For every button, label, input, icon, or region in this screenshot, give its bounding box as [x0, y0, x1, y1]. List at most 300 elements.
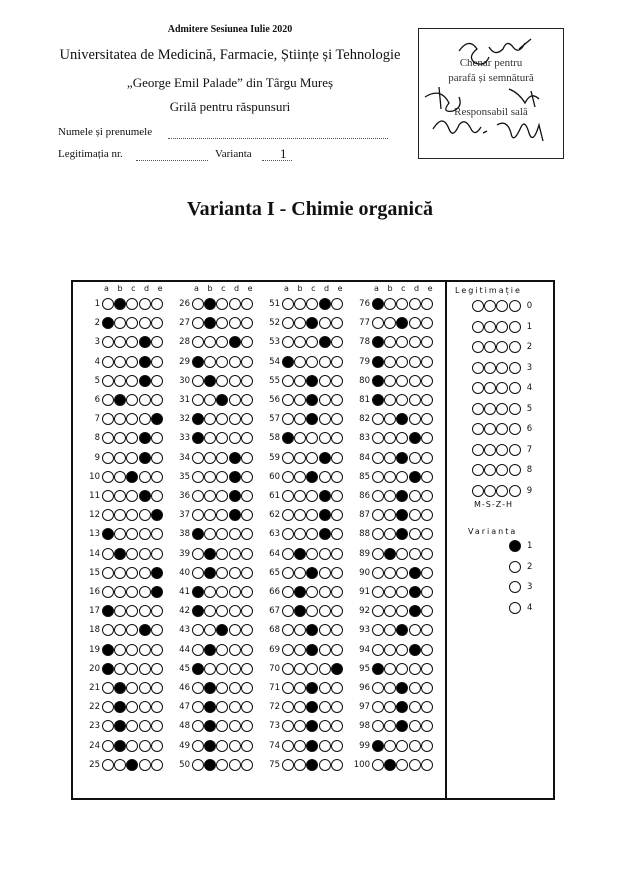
answer-bubble-e[interactable] — [421, 548, 433, 560]
answer-bubble-e[interactable] — [331, 336, 343, 348]
answer-bubble-d[interactable] — [319, 740, 331, 752]
answer-bubble-e[interactable] — [331, 740, 343, 752]
answer-bubble-c[interactable] — [216, 336, 228, 348]
answer-bubble-b[interactable] — [384, 509, 396, 521]
legitimatie-bubble[interactable] — [484, 403, 496, 415]
answer-bubble-c[interactable] — [126, 567, 138, 579]
answer-bubble-a[interactable] — [192, 624, 204, 636]
answer-bubble-c[interactable] — [126, 528, 138, 540]
answer-bubble-b[interactable] — [204, 624, 216, 636]
answer-bubble-a[interactable] — [282, 624, 294, 636]
answer-bubble-b[interactable] — [204, 528, 216, 540]
answer-bubble-e[interactable] — [151, 509, 163, 521]
answer-bubble-d[interactable] — [319, 413, 331, 425]
answer-bubble-c[interactable] — [396, 624, 408, 636]
answer-bubble-d[interactable] — [409, 548, 421, 560]
answer-bubble-a[interactable] — [102, 336, 114, 348]
answer-bubble-c[interactable] — [216, 682, 228, 694]
answer-bubble-c[interactable] — [396, 740, 408, 752]
answer-bubble-d[interactable] — [229, 567, 241, 579]
legitimatie-bubble[interactable] — [472, 464, 484, 476]
answer-bubble-a[interactable] — [282, 452, 294, 464]
answer-bubble-b[interactable] — [114, 298, 126, 310]
answer-bubble-b[interactable] — [204, 682, 216, 694]
answer-bubble-c[interactable] — [216, 720, 228, 732]
answer-bubble-b[interactable] — [384, 548, 396, 560]
answer-bubble-a[interactable] — [192, 663, 204, 675]
answer-bubble-e[interactable] — [241, 528, 253, 540]
answer-bubble-c[interactable] — [396, 701, 408, 713]
answer-bubble-e[interactable] — [331, 509, 343, 521]
answer-bubble-b[interactable] — [384, 740, 396, 752]
answer-bubble-c[interactable] — [216, 413, 228, 425]
answer-bubble-b[interactable] — [294, 528, 306, 540]
answer-bubble-e[interactable] — [331, 394, 343, 406]
answer-bubble-e[interactable] — [331, 375, 343, 387]
answer-bubble-a[interactable] — [192, 701, 204, 713]
answer-bubble-c[interactable] — [126, 605, 138, 617]
answer-bubble-e[interactable] — [331, 298, 343, 310]
answer-bubble-e[interactable] — [241, 317, 253, 329]
answer-bubble-e[interactable] — [421, 336, 433, 348]
answer-bubble-d[interactable] — [409, 701, 421, 713]
answer-bubble-d[interactable] — [139, 720, 151, 732]
answer-bubble-b[interactable] — [384, 701, 396, 713]
answer-bubble-b[interactable] — [204, 701, 216, 713]
answer-bubble-b[interactable] — [204, 663, 216, 675]
answer-bubble-e[interactable] — [241, 298, 253, 310]
answer-bubble-d[interactable] — [139, 701, 151, 713]
answer-bubble-a[interactable] — [192, 394, 204, 406]
answer-bubble-d[interactable] — [319, 298, 331, 310]
answer-bubble-e[interactable] — [421, 740, 433, 752]
answer-bubble-a[interactable] — [372, 682, 384, 694]
answer-bubble-c[interactable] — [306, 394, 318, 406]
answer-bubble-b[interactable] — [204, 336, 216, 348]
answer-bubble-b[interactable] — [294, 567, 306, 579]
answer-bubble-b[interactable] — [384, 528, 396, 540]
answer-bubble-c[interactable] — [396, 471, 408, 483]
answer-bubble-c[interactable] — [126, 413, 138, 425]
answer-bubble-e[interactable] — [331, 682, 343, 694]
answer-bubble-a[interactable] — [282, 701, 294, 713]
answer-bubble-a[interactable] — [372, 317, 384, 329]
answer-bubble-a[interactable] — [282, 432, 294, 444]
answer-bubble-b[interactable] — [294, 701, 306, 713]
answer-bubble-c[interactable] — [396, 682, 408, 694]
answer-bubble-c[interactable] — [126, 471, 138, 483]
answer-bubble-a[interactable] — [102, 471, 114, 483]
answer-bubble-c[interactable] — [216, 375, 228, 387]
answer-bubble-a[interactable] — [192, 471, 204, 483]
answer-bubble-b[interactable] — [114, 317, 126, 329]
answer-bubble-d[interactable] — [319, 432, 331, 444]
answer-bubble-d[interactable] — [409, 682, 421, 694]
answer-bubble-a[interactable] — [192, 356, 204, 368]
answer-bubble-d[interactable] — [139, 452, 151, 464]
legitimatie-bubble[interactable] — [509, 300, 521, 312]
answer-bubble-c[interactable] — [306, 663, 318, 675]
answer-bubble-d[interactable] — [229, 759, 241, 771]
answer-bubble-b[interactable] — [294, 413, 306, 425]
legitimatie-bubble[interactable] — [472, 300, 484, 312]
answer-bubble-e[interactable] — [151, 624, 163, 636]
answer-bubble-b[interactable] — [204, 720, 216, 732]
answer-bubble-c[interactable] — [396, 298, 408, 310]
answer-bubble-c[interactable] — [306, 567, 318, 579]
answer-bubble-d[interactable] — [139, 663, 151, 675]
answer-bubble-a[interactable] — [372, 528, 384, 540]
answer-bubble-d[interactable] — [409, 413, 421, 425]
answer-bubble-d[interactable] — [319, 509, 331, 521]
answer-bubble-b[interactable] — [384, 298, 396, 310]
varianta-bubble[interactable] — [509, 602, 521, 614]
answer-bubble-c[interactable] — [216, 471, 228, 483]
answer-bubble-e[interactable] — [241, 490, 253, 502]
answer-bubble-d[interactable] — [409, 663, 421, 675]
answer-bubble-e[interactable] — [241, 336, 253, 348]
answer-bubble-a[interactable] — [372, 740, 384, 752]
answer-bubble-e[interactable] — [421, 375, 433, 387]
answer-bubble-e[interactable] — [421, 528, 433, 540]
answer-bubble-d[interactable] — [319, 471, 331, 483]
answer-bubble-e[interactable] — [331, 759, 343, 771]
answer-bubble-e[interactable] — [151, 471, 163, 483]
answer-bubble-b[interactable] — [114, 548, 126, 560]
answer-bubble-d[interactable] — [139, 586, 151, 598]
answer-bubble-c[interactable] — [126, 375, 138, 387]
answer-bubble-a[interactable] — [372, 375, 384, 387]
answer-bubble-e[interactable] — [151, 682, 163, 694]
answer-bubble-c[interactable] — [216, 356, 228, 368]
answer-bubble-e[interactable] — [421, 624, 433, 636]
answer-bubble-b[interactable] — [384, 605, 396, 617]
answer-bubble-c[interactable] — [396, 336, 408, 348]
answer-bubble-b[interactable] — [384, 336, 396, 348]
answer-bubble-a[interactable] — [192, 413, 204, 425]
answer-bubble-a[interactable] — [282, 375, 294, 387]
answer-bubble-d[interactable] — [409, 740, 421, 752]
answer-bubble-e[interactable] — [241, 624, 253, 636]
legitimatie-bubble[interactable] — [509, 362, 521, 374]
answer-bubble-d[interactable] — [139, 432, 151, 444]
answer-bubble-a[interactable] — [192, 605, 204, 617]
legitimatie-bubble[interactable] — [509, 423, 521, 435]
answer-bubble-e[interactable] — [151, 317, 163, 329]
answer-bubble-c[interactable] — [306, 644, 318, 656]
answer-bubble-c[interactable] — [216, 298, 228, 310]
answer-bubble-d[interactable] — [409, 356, 421, 368]
answer-bubble-d[interactable] — [319, 317, 331, 329]
answer-bubble-d[interactable] — [229, 490, 241, 502]
answer-bubble-d[interactable] — [319, 528, 331, 540]
answer-bubble-d[interactable] — [319, 663, 331, 675]
answer-bubble-c[interactable] — [126, 682, 138, 694]
answer-bubble-c[interactable] — [306, 432, 318, 444]
answer-bubble-c[interactable] — [306, 509, 318, 521]
answer-bubble-a[interactable] — [372, 720, 384, 732]
answer-bubble-e[interactable] — [241, 375, 253, 387]
answer-bubble-d[interactable] — [139, 605, 151, 617]
answer-bubble-b[interactable] — [114, 336, 126, 348]
answer-bubble-e[interactable] — [421, 759, 433, 771]
answer-bubble-a[interactable] — [102, 720, 114, 732]
answer-bubble-c[interactable] — [216, 605, 228, 617]
answer-bubble-a[interactable] — [192, 317, 204, 329]
varianta-bubble[interactable] — [509, 581, 521, 593]
answer-bubble-c[interactable] — [216, 394, 228, 406]
answer-bubble-b[interactable] — [114, 490, 126, 502]
answer-bubble-e[interactable] — [151, 586, 163, 598]
answer-bubble-b[interactable] — [294, 624, 306, 636]
answer-bubble-c[interactable] — [306, 336, 318, 348]
answer-bubble-e[interactable] — [151, 490, 163, 502]
answer-bubble-a[interactable] — [102, 548, 114, 560]
answer-bubble-e[interactable] — [241, 701, 253, 713]
answer-bubble-d[interactable] — [229, 413, 241, 425]
answer-bubble-b[interactable] — [384, 413, 396, 425]
answer-bubble-e[interactable] — [421, 490, 433, 502]
answer-bubble-d[interactable] — [409, 432, 421, 444]
answer-bubble-c[interactable] — [126, 586, 138, 598]
answer-bubble-b[interactable] — [294, 356, 306, 368]
answer-bubble-d[interactable] — [319, 701, 331, 713]
answer-bubble-d[interactable] — [319, 356, 331, 368]
answer-bubble-e[interactable] — [421, 471, 433, 483]
answer-bubble-c[interactable] — [216, 432, 228, 444]
answer-bubble-c[interactable] — [126, 644, 138, 656]
answer-bubble-a[interactable] — [372, 605, 384, 617]
legitimatie-bubble[interactable] — [484, 444, 496, 456]
answer-bubble-e[interactable] — [331, 605, 343, 617]
answer-bubble-b[interactable] — [114, 701, 126, 713]
answer-bubble-b[interactable] — [204, 432, 216, 444]
legitimatie-bubble[interactable] — [509, 341, 521, 353]
answer-bubble-e[interactable] — [241, 605, 253, 617]
answer-bubble-a[interactable] — [372, 471, 384, 483]
answer-bubble-a[interactable] — [102, 740, 114, 752]
legitimatie-bubble[interactable] — [496, 341, 508, 353]
answer-bubble-d[interactable] — [229, 740, 241, 752]
answer-bubble-b[interactable] — [204, 740, 216, 752]
answer-bubble-a[interactable] — [192, 336, 204, 348]
answer-bubble-d[interactable] — [139, 567, 151, 579]
answer-bubble-b[interactable] — [294, 663, 306, 675]
answer-bubble-a[interactable] — [102, 509, 114, 521]
answer-bubble-d[interactable] — [409, 644, 421, 656]
answer-bubble-e[interactable] — [421, 663, 433, 675]
legitimatie-bubble[interactable] — [484, 382, 496, 394]
answer-bubble-d[interactable] — [319, 720, 331, 732]
answer-bubble-e[interactable] — [151, 452, 163, 464]
answer-bubble-a[interactable] — [102, 432, 114, 444]
answer-bubble-a[interactable] — [372, 452, 384, 464]
answer-bubble-b[interactable] — [384, 490, 396, 502]
answer-bubble-d[interactable] — [319, 394, 331, 406]
answer-bubble-a[interactable] — [192, 452, 204, 464]
answer-bubble-c[interactable] — [216, 509, 228, 521]
legitimatie-bubble[interactable] — [484, 321, 496, 333]
answer-bubble-a[interactable] — [282, 413, 294, 425]
answer-bubble-d[interactable] — [409, 317, 421, 329]
answer-bubble-e[interactable] — [421, 317, 433, 329]
answer-bubble-b[interactable] — [384, 567, 396, 579]
answer-bubble-a[interactable] — [372, 298, 384, 310]
legitimatie-bubble[interactable] — [496, 485, 508, 497]
answer-bubble-c[interactable] — [396, 432, 408, 444]
answer-bubble-b[interactable] — [384, 624, 396, 636]
answer-bubble-a[interactable] — [372, 490, 384, 502]
answer-bubble-a[interactable] — [102, 663, 114, 675]
answer-bubble-e[interactable] — [151, 413, 163, 425]
answer-bubble-a[interactable] — [102, 452, 114, 464]
answer-bubble-d[interactable] — [229, 432, 241, 444]
answer-bubble-c[interactable] — [306, 317, 318, 329]
legitimatie-bubble[interactable] — [496, 362, 508, 374]
answer-bubble-c[interactable] — [306, 528, 318, 540]
answer-bubble-a[interactable] — [102, 567, 114, 579]
answer-bubble-a[interactable] — [372, 663, 384, 675]
answer-bubble-b[interactable] — [294, 298, 306, 310]
answer-bubble-a[interactable] — [102, 490, 114, 502]
answer-bubble-c[interactable] — [216, 701, 228, 713]
answer-bubble-b[interactable] — [204, 567, 216, 579]
answer-bubble-e[interactable] — [331, 490, 343, 502]
answer-bubble-e[interactable] — [241, 682, 253, 694]
answer-bubble-d[interactable] — [319, 490, 331, 502]
answer-bubble-c[interactable] — [306, 298, 318, 310]
answer-bubble-b[interactable] — [204, 452, 216, 464]
answer-bubble-a[interactable] — [102, 624, 114, 636]
answer-bubble-b[interactable] — [114, 375, 126, 387]
answer-bubble-a[interactable] — [282, 759, 294, 771]
answer-bubble-c[interactable] — [216, 490, 228, 502]
answer-bubble-d[interactable] — [229, 356, 241, 368]
answer-bubble-b[interactable] — [204, 586, 216, 598]
answer-bubble-e[interactable] — [421, 605, 433, 617]
legitimatie-bubble[interactable] — [496, 464, 508, 476]
answer-bubble-e[interactable] — [331, 624, 343, 636]
answer-bubble-e[interactable] — [151, 528, 163, 540]
answer-bubble-b[interactable] — [114, 509, 126, 521]
answer-bubble-c[interactable] — [216, 759, 228, 771]
answer-bubble-b[interactable] — [384, 394, 396, 406]
legitimatie-bubble[interactable] — [496, 300, 508, 312]
answer-bubble-c[interactable] — [306, 548, 318, 560]
answer-bubble-d[interactable] — [229, 394, 241, 406]
answer-bubble-d[interactable] — [229, 336, 241, 348]
answer-bubble-c[interactable] — [306, 452, 318, 464]
answer-bubble-d[interactable] — [139, 740, 151, 752]
answer-bubble-a[interactable] — [282, 586, 294, 598]
answer-bubble-c[interactable] — [216, 528, 228, 540]
answer-bubble-c[interactable] — [396, 452, 408, 464]
answer-bubble-a[interactable] — [372, 432, 384, 444]
answer-bubble-e[interactable] — [421, 452, 433, 464]
answer-bubble-b[interactable] — [384, 720, 396, 732]
answer-bubble-d[interactable] — [409, 720, 421, 732]
name-field[interactable] — [168, 138, 388, 139]
answer-bubble-a[interactable] — [282, 740, 294, 752]
answer-bubble-a[interactable] — [372, 759, 384, 771]
legitimatie-bubble[interactable] — [496, 321, 508, 333]
id-field[interactable] — [136, 160, 208, 161]
answer-bubble-b[interactable] — [204, 413, 216, 425]
answer-bubble-e[interactable] — [421, 682, 433, 694]
answer-bubble-d[interactable] — [139, 548, 151, 560]
answer-bubble-b[interactable] — [384, 759, 396, 771]
answer-bubble-c[interactable] — [396, 644, 408, 656]
answer-bubble-a[interactable] — [282, 528, 294, 540]
answer-bubble-e[interactable] — [331, 586, 343, 598]
answer-bubble-d[interactable] — [319, 452, 331, 464]
answer-bubble-a[interactable] — [102, 682, 114, 694]
answer-bubble-c[interactable] — [126, 624, 138, 636]
answer-bubble-b[interactable] — [114, 452, 126, 464]
answer-bubble-a[interactable] — [102, 413, 114, 425]
answer-bubble-d[interactable] — [319, 605, 331, 617]
answer-bubble-b[interactable] — [114, 528, 126, 540]
answer-bubble-e[interactable] — [151, 720, 163, 732]
answer-bubble-c[interactable] — [396, 759, 408, 771]
answer-bubble-b[interactable] — [114, 586, 126, 598]
legitimatie-bubble[interactable] — [509, 382, 521, 394]
answer-bubble-b[interactable] — [204, 644, 216, 656]
answer-bubble-d[interactable] — [229, 682, 241, 694]
answer-bubble-c[interactable] — [306, 701, 318, 713]
legitimatie-bubble[interactable] — [472, 321, 484, 333]
answer-bubble-b[interactable] — [294, 586, 306, 598]
legitimatie-bubble[interactable] — [472, 485, 484, 497]
answer-bubble-e[interactable] — [241, 432, 253, 444]
answer-bubble-d[interactable] — [139, 336, 151, 348]
answer-bubble-a[interactable] — [192, 432, 204, 444]
legitimatie-bubble[interactable] — [496, 382, 508, 394]
answer-bubble-a[interactable] — [372, 394, 384, 406]
answer-bubble-e[interactable] — [241, 471, 253, 483]
answer-bubble-d[interactable] — [409, 567, 421, 579]
answer-bubble-a[interactable] — [192, 644, 204, 656]
legitimatie-bubble[interactable] — [509, 485, 521, 497]
answer-bubble-e[interactable] — [151, 356, 163, 368]
answer-bubble-e[interactable] — [151, 548, 163, 560]
answer-bubble-c[interactable] — [396, 394, 408, 406]
answer-bubble-a[interactable] — [192, 528, 204, 540]
answer-bubble-b[interactable] — [294, 452, 306, 464]
answer-bubble-a[interactable] — [372, 509, 384, 521]
answer-bubble-c[interactable] — [396, 567, 408, 579]
answer-bubble-b[interactable] — [384, 452, 396, 464]
answer-bubble-e[interactable] — [241, 356, 253, 368]
answer-bubble-a[interactable] — [372, 356, 384, 368]
answer-bubble-b[interactable] — [294, 740, 306, 752]
answer-bubble-e[interactable] — [151, 567, 163, 579]
answer-bubble-c[interactable] — [306, 471, 318, 483]
answer-bubble-c[interactable] — [396, 317, 408, 329]
answer-bubble-e[interactable] — [241, 413, 253, 425]
answer-bubble-d[interactable] — [139, 413, 151, 425]
answer-bubble-e[interactable] — [151, 394, 163, 406]
answer-bubble-c[interactable] — [396, 663, 408, 675]
answer-bubble-e[interactable] — [241, 759, 253, 771]
answer-bubble-d[interactable] — [139, 394, 151, 406]
answer-bubble-c[interactable] — [306, 490, 318, 502]
legitimatie-bubble[interactable] — [472, 423, 484, 435]
answer-bubble-c[interactable] — [306, 720, 318, 732]
varianta-bubble[interactable] — [509, 540, 521, 552]
answer-bubble-d[interactable] — [409, 605, 421, 617]
answer-bubble-b[interactable] — [384, 644, 396, 656]
